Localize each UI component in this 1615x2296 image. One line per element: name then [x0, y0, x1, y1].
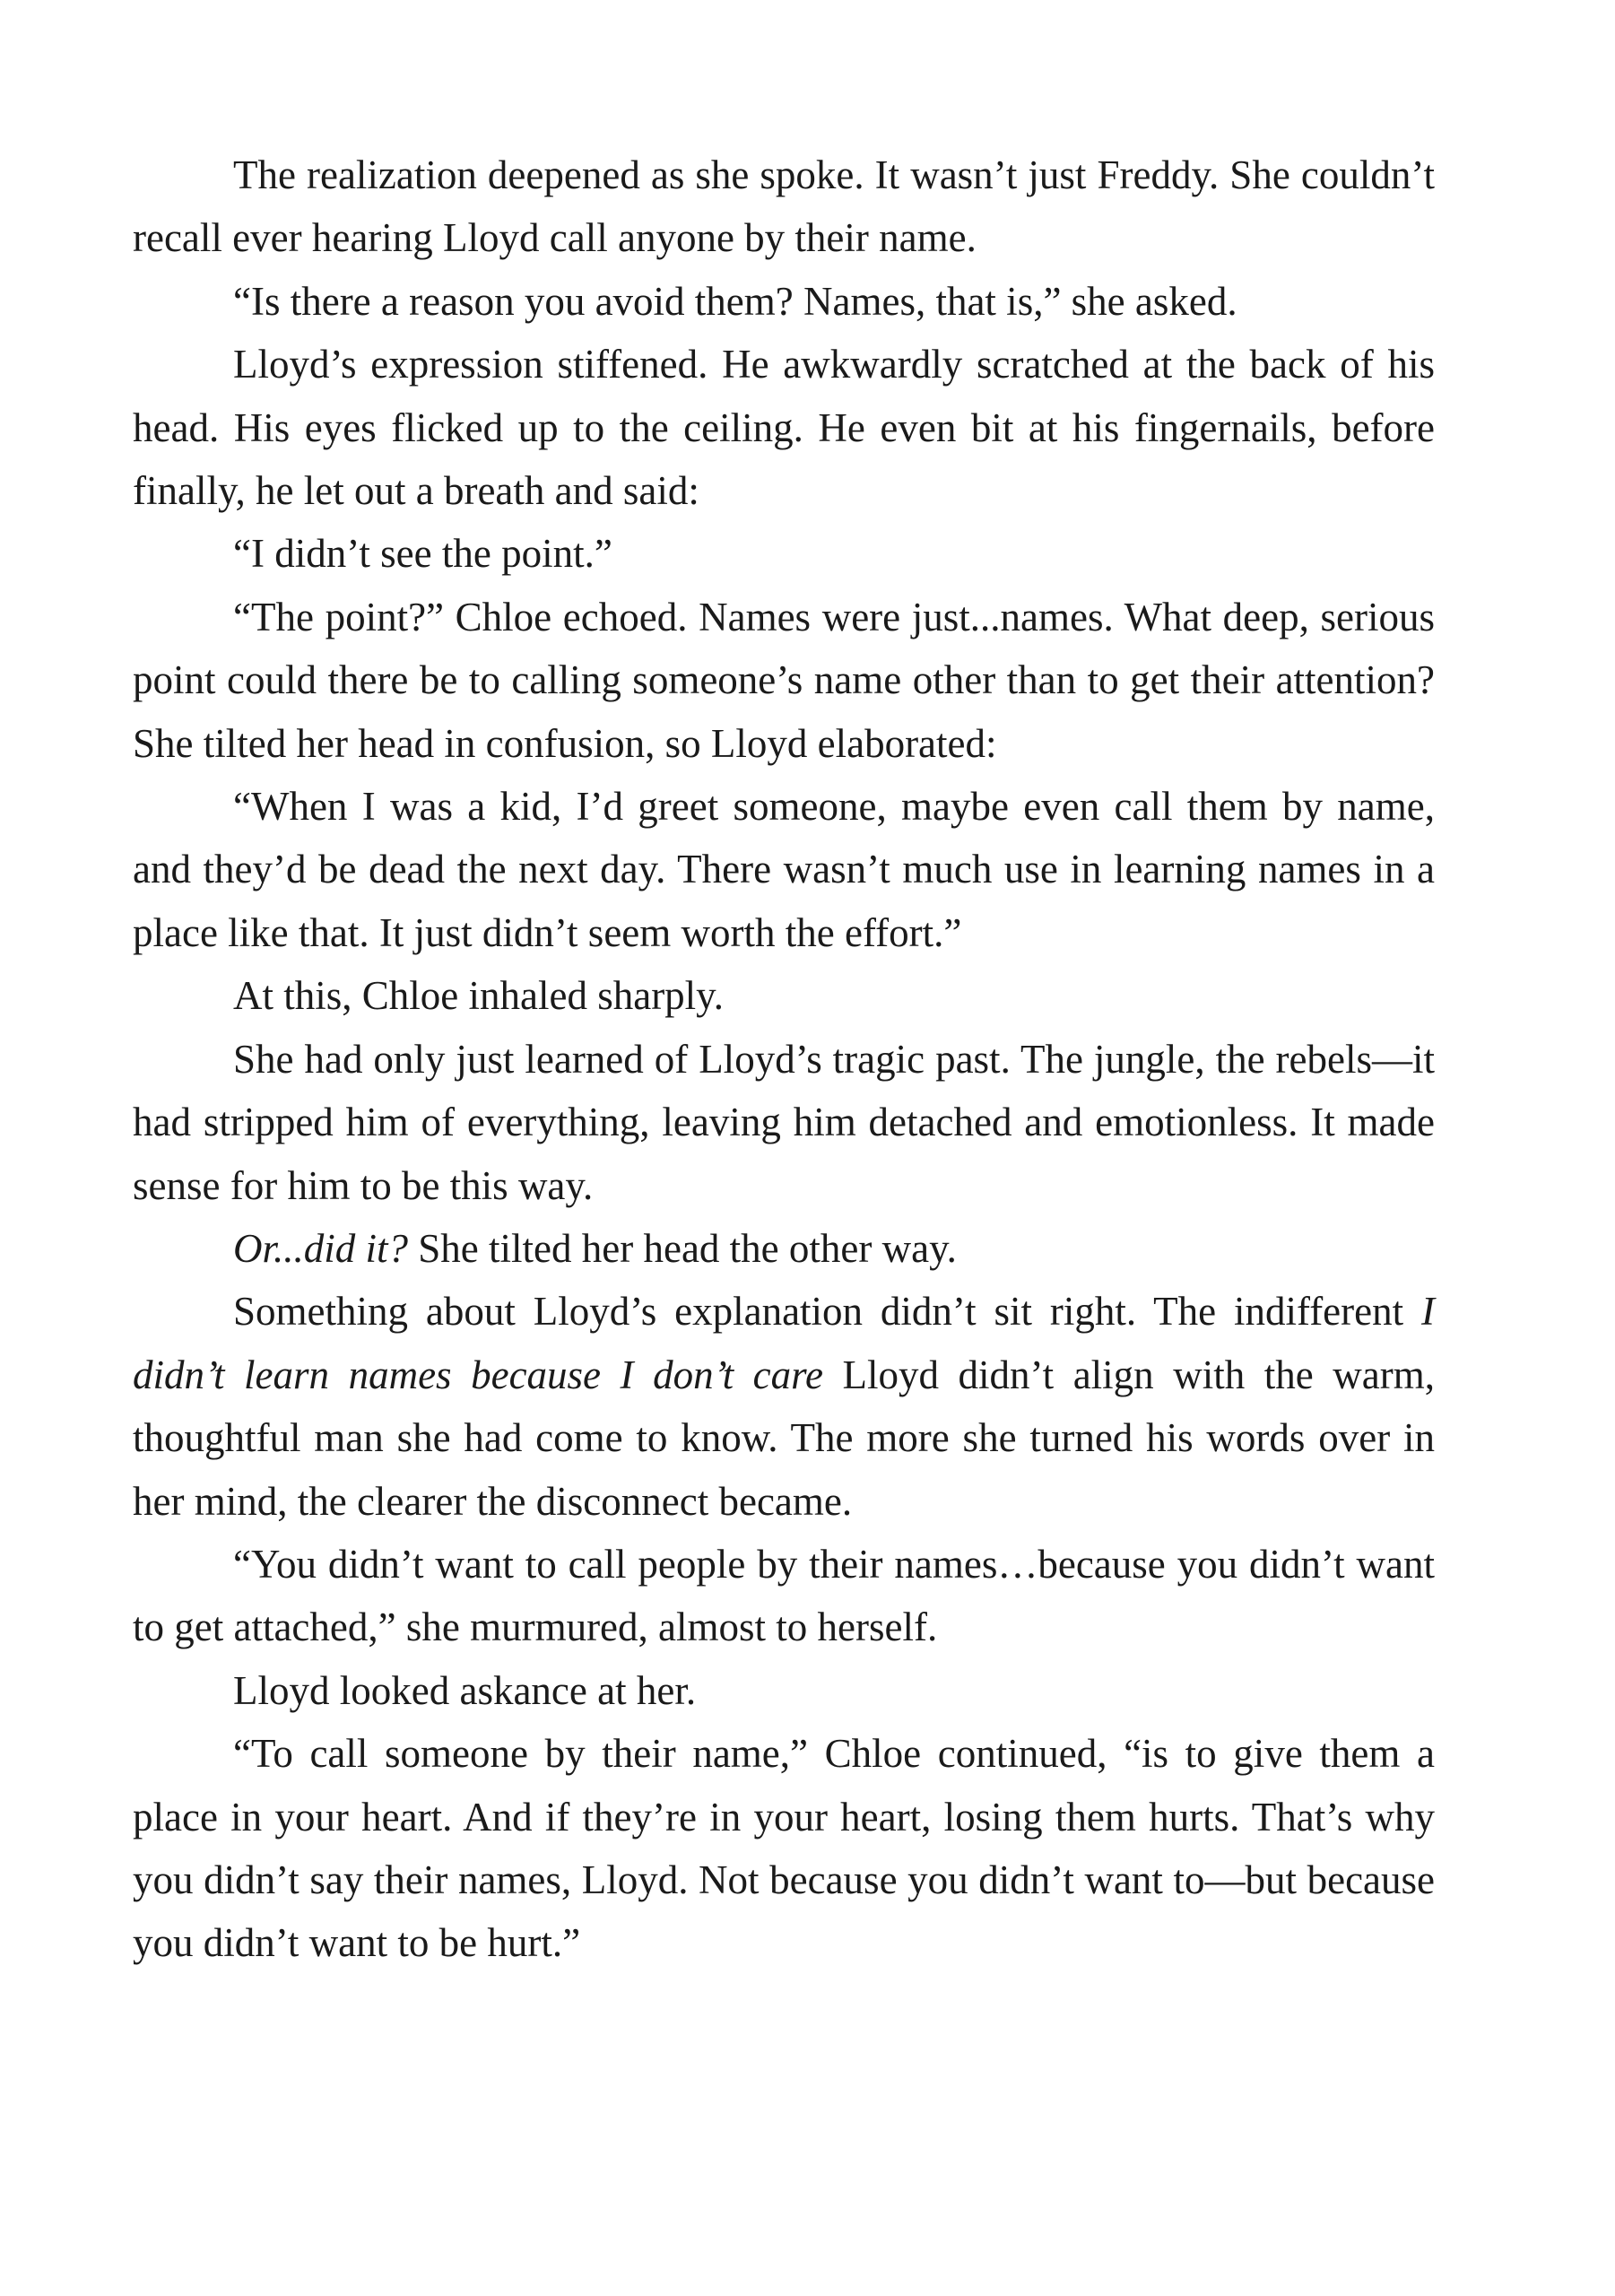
italic-segment: Or...did it?: [233, 1225, 409, 1271]
text-segment: Something about Lloyd’s explanation didn’t sit right. The indifferent: [233, 1289, 1421, 1335]
text-segment: “To call someone by their name,” Chloe continued, “is to give them a place in your heart. And if they’re in your heart, losing them hurts. That’s why you didn’t say their names, Lloyd. Not because you didn’t want to—but because you didn’t want to be hurt.”: [133, 1731, 1435, 1966]
paragraph: [133, 522, 1435, 585]
paragraph: [133, 1217, 1435, 1280]
text-segment: Lloyd’s expression stiffened. He awkwardly scratched at the back of his head. His eyes flicked up to the ceiling. He even bit at his fingernails, before finally, he let out a breath and said:: [133, 342, 1435, 514]
paragraph: [133, 775, 1435, 964]
text-segment: She tilted her head the other way.: [408, 1225, 957, 1271]
paragraph: [133, 1280, 1435, 1533]
text-segment: “You didn’t want to call people by their names…because you didn’t want to get attached,” she murmured, almost to herself.: [133, 1541, 1435, 1650]
paragraph: [133, 1722, 1435, 1975]
text-segment: Lloyd looked askance at her.: [233, 1667, 697, 1713]
paragraph: [133, 270, 1435, 333]
paragraph: [133, 964, 1435, 1027]
paragraph: [133, 144, 1435, 270]
text-segment: She had only just learned of Lloyd’s tragic past. The jungle, the rebels—it had stripped him of everything, leaving him detached and emotionless. It made sense for him to be this way.: [133, 1036, 1435, 1208]
text-segment: “When I was a kid, I’d greet someone, maybe even call them by name, and they’d be dead the next day. There wasn’t much use in learning names in a place like that. It just didn’t seem worth the effort.”: [133, 784, 1435, 955]
book-page: [133, 144, 1435, 1975]
paragraph: [133, 1028, 1435, 1217]
text-segment: At this, Chloe inhaled sharply.: [233, 973, 725, 1019]
paragraph: [133, 586, 1435, 775]
paragraph: [133, 1533, 1435, 1659]
text-segment: “I didn’t see the point.”: [233, 531, 612, 577]
italic-segment: I didn’t learn names because I don’t care: [133, 1289, 1435, 1397]
text-segment: “Is there a reason you avoid them? Names, that is,” she asked.: [233, 278, 1237, 324]
text-segment: “The point?” Chloe echoed. Names were just...names. What deep, serious point could there be to calling someone’s name other than to get their attention? She tilted her head in confusion, so Lloyd elaborated:: [133, 594, 1435, 766]
paragraph: [133, 333, 1435, 522]
text-segment: Lloyd didn’t align with the warm, thoughtful man she had come to know. The more she turned his words over in her mind, the clearer the disconnect became.: [133, 1352, 1435, 1524]
text-segment: The realization deepened as she spoke. It wasn’t just Freddy. She couldn’t recall ever hearing Lloyd call anyone by their name.: [133, 152, 1435, 261]
paragraph: [133, 1659, 1435, 1722]
